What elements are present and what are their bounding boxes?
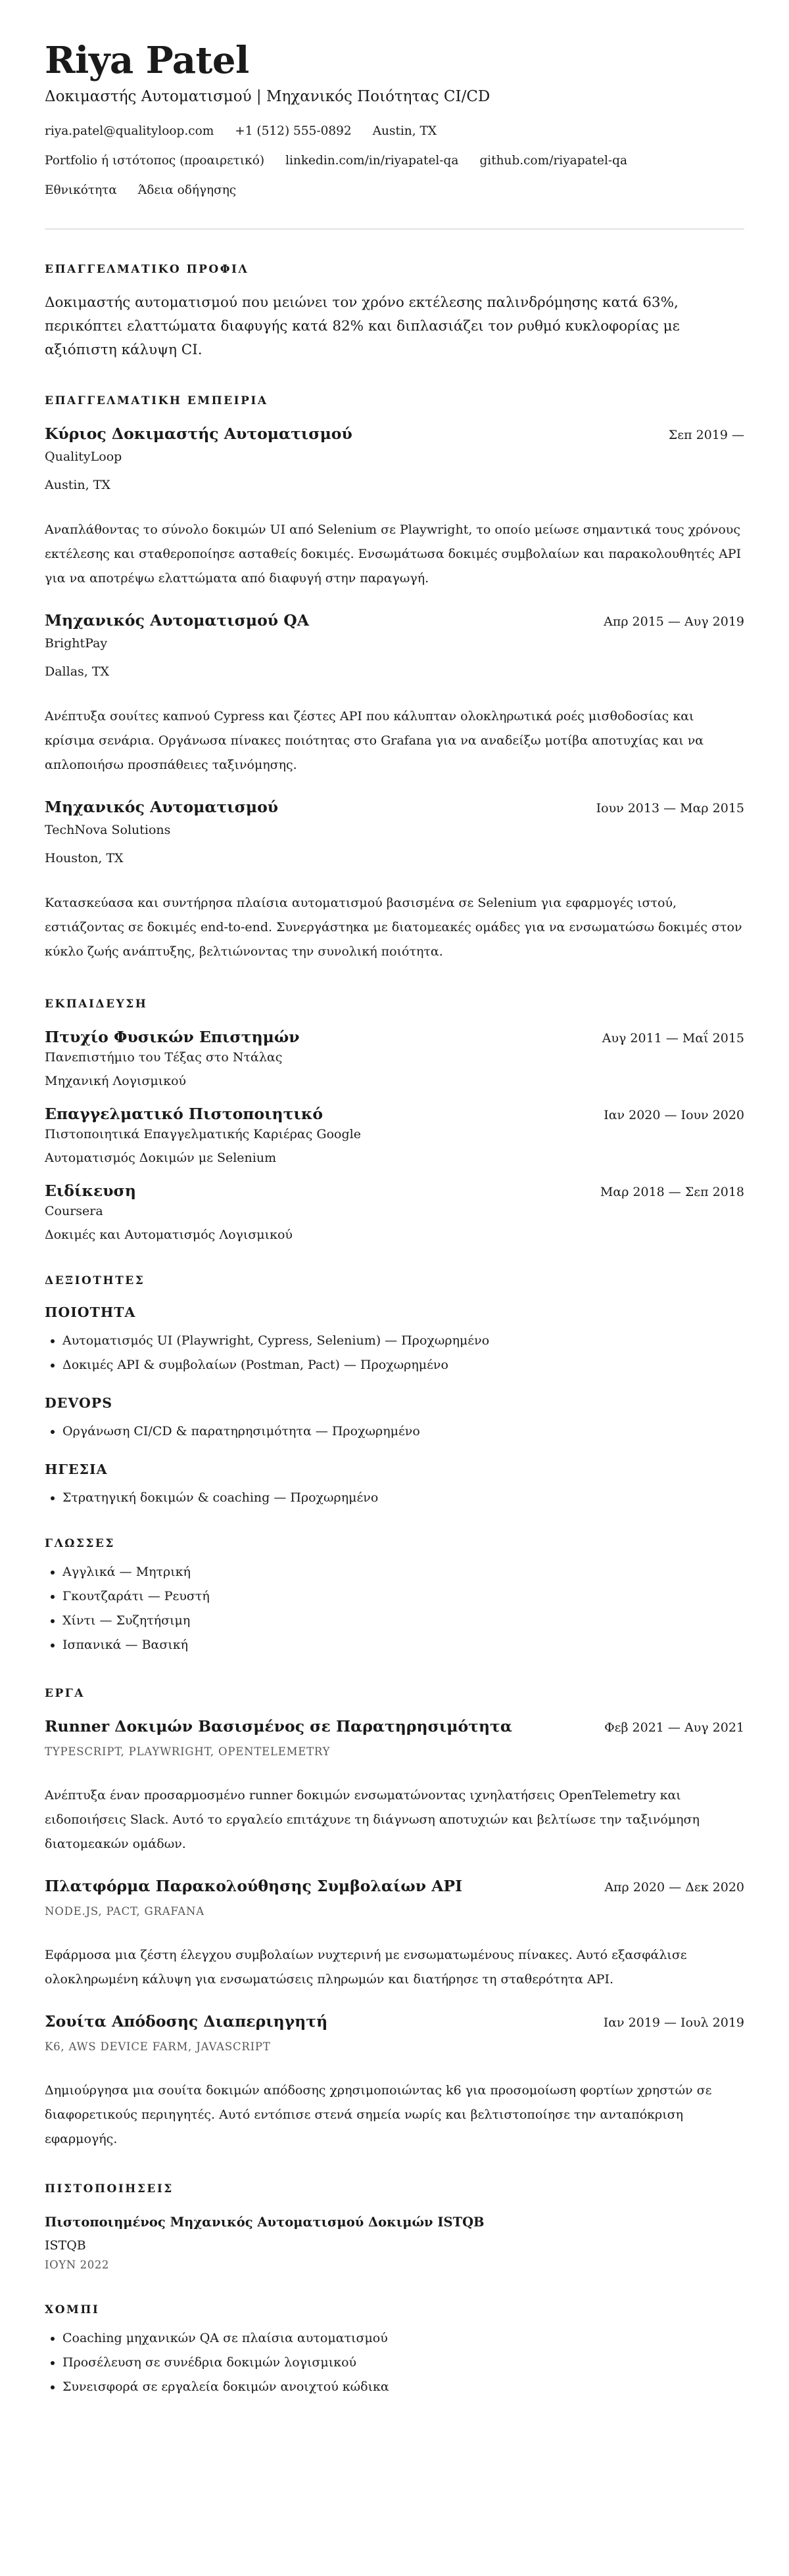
- degree-title: Πτυχίο Φυσικών Επιστημών: [45, 1028, 300, 1046]
- section-title: ΕΚΠΑΙΔΕΥΣΗ: [45, 998, 148, 1011]
- certification-date: ΙΟΥΝ 2022: [45, 2259, 110, 2271]
- job-description: Κατασκεύασα και συντήρησα πλαίσια αυτοματισμού βασισμένα σε Selenium για εφαρμογές ιστού, εστιάζοντας σε δοκιμές end-to-end. Συνεργάστηκα με διατομεακές ομάδες για να ενσωματώσω δοκιμές στον κύκλο ζωής ανάπτυξης, βελτιώνοντας την συνολική ποιότητα.: [45, 896, 742, 959]
- education-entry: [45, 1181, 744, 1243]
- language-item: • Ισπανικά — Βασική: [62, 1633, 744, 1657]
- education-section: [45, 997, 744, 1243]
- job-role: Μηχανικός Αυτοματισμού: [45, 798, 279, 816]
- linkedin-link[interactable]: linkedin.com/in/riyapatel-qa: [285, 154, 459, 168]
- language-list: [45, 1560, 744, 1657]
- job-entry: [45, 797, 744, 964]
- job-description: Ανέπτυξα σουίτες καπνού Cypress και ζέστες API που κάλυπταν ολοκληρωτικά ροές μισθοδοσίας και κρίσιμα σενάρια. Οργάνωσα πίνακες ποιότητας στο Grafana για να αναδείξω μοτίβα αποτυχίας και να απλοποιήσω προσπάθειες ταξινόμησης.: [45, 709, 704, 772]
- degree-title: Επαγγελματικό Πιστοποιητικό: [45, 1105, 323, 1123]
- job-description: Αναπλάθοντας το σύνολο δοκιμών UI από Selenium σε Playwright, το οποίο μείωσε σημαντικά τους χρόνους εκτέλεσης και σταθεροποίησε ασταθείς δοκιμές. Ενσωμάτωσα δοκιμές συμβολαίων και παρακολουθητές API για να αποτρέψω ελαττώματα από διαφυγή στην παραγωγή.: [45, 522, 742, 586]
- section-title: ΕΠΑΓΓΕΛΜΑΤΙΚΟ ΠΡΟΦΙΛ: [45, 263, 249, 276]
- section-title: ΕΠΑΓΓΕΛΜΑΤΙΚΗ ΕΜΠΕΙΡΙΑ: [45, 394, 268, 407]
- project-description: Ανέπτυξα έναν προσαρμοσμένο runner δοκιμών ενσωματώνοντας ιχνηλατήσεις OpenTelemetry και ειδοποιήσεις Slack. Αυτό το εργαλείο επιτάχυνε τη διάγνωση αποτυχιών και βελτίωσε την ταξινόμηση διατομεακών ομάδων.: [45, 1788, 700, 1851]
- job-dates: Ιουν 2013 — Μαρ 2015: [596, 801, 744, 816]
- project-dates: Απρ 2020 — Δεκ 2020: [604, 1880, 744, 1895]
- field-of-study: Δοκιμές και Αυτοματισμός Λογισμικού: [45, 1228, 293, 1242]
- job-role: Μηχανικός Αυτοματισμού QA: [45, 611, 309, 630]
- skill-item: • Αυτοματισμός UI (Playwright, Cypress, Selenium) — Προχωρημένο: [62, 1329, 744, 1353]
- job-location: Dallas, TX: [45, 664, 110, 679]
- project-entry: [45, 1876, 744, 1992]
- hobby-item: • Coaching μηχανικών QA σε πλαίσια αυτοματισμού: [62, 2326, 744, 2351]
- education-entry: [45, 1104, 744, 1166]
- skill-list: [45, 1419, 744, 1444]
- project-dates: Ιαν 2019 — Ιουλ 2019: [603, 2015, 744, 2030]
- phone-number: +1 (512) 555-0892: [235, 124, 352, 138]
- job-location: Houston, TX: [45, 851, 124, 865]
- section-title: ΕΡΓΑ: [45, 1687, 85, 1700]
- project-tech: K6, AWS DEVICE FARM, JAVASCRIPT: [45, 2040, 271, 2053]
- skill-group-title: DEVOPS: [45, 1395, 113, 1411]
- skill-group-title: ΠΟΙΟΤΗΤΑ: [45, 1304, 136, 1320]
- personal-info-row: [45, 183, 744, 198]
- portfolio-link[interactable]: Portfolio ή ιστότοπος (προαιρετικό): [45, 154, 265, 168]
- project-name: Runner Δοκιμών Βασισμένος σε Παρατηρησιμότητα: [45, 1717, 512, 1736]
- job-entry: [45, 610, 744, 777]
- degree-title: Ειδίκευση: [45, 1182, 136, 1200]
- field-of-study: Μηχανική Λογισμικού: [45, 1074, 187, 1088]
- project-entry: [45, 1716, 744, 1856]
- skill-list: [45, 1329, 744, 1377]
- skill-item: • Στρατηγική δοκιμών & coaching — Προχωρημένο: [62, 1486, 744, 1510]
- project-tech: NODE.JS, PACT, GRAFANA: [45, 1905, 204, 1918]
- project-dates: Φεβ 2021 — Αυγ 2021: [604, 1720, 744, 1735]
- skill-item: • Δοκιμές API & συμβολαίων (Postman, Pact) — Προχωρημένο: [62, 1353, 744, 1377]
- institution: Coursera: [45, 1204, 103, 1218]
- language-item: • Χίντι — Συζητήσιμη: [62, 1609, 744, 1633]
- job-dates: Απρ 2015 — Αυγ 2019: [604, 614, 744, 629]
- experience-section: [45, 394, 744, 964]
- institution: Πανεπιστήμιο του Τέξας στο Ντάλας: [45, 1050, 283, 1065]
- resume-header: [45, 37, 744, 198]
- projects-section: [45, 1686, 744, 2151]
- certification-name: Πιστοποιημένος Μηχανικός Αυτοματισμού Δοκιμών ISTQB: [45, 2215, 485, 2230]
- skills-section: [45, 1274, 744, 1510]
- project-name: Πλατφόρμα Παρακολούθησης Συμβολαίων API: [45, 1877, 463, 1895]
- candidate-name: Riya Patel: [45, 39, 249, 82]
- profile-section: [45, 262, 744, 362]
- skill-list: [45, 1486, 744, 1510]
- github-link[interactable]: github.com/riyapatel-qa: [479, 154, 627, 168]
- job-entry: [45, 424, 744, 591]
- skill-item: • Οργάνωση CI/CD & παρατηρησιμότητα — Προχωρημένο: [62, 1419, 744, 1444]
- job-location: Austin, TX: [45, 478, 110, 492]
- languages-section: [45, 1536, 744, 1657]
- section-title: ΠΙΣΤΟΠΟΙΗΣΕΙΣ: [45, 2182, 174, 2196]
- section-title: ΧΟΜΠΙ: [45, 2303, 100, 2316]
- language-item: • Γκουτζαράτι — Ρευστή: [62, 1584, 744, 1609]
- certification-issuer: ISTQB: [45, 2238, 86, 2253]
- location: Austin, TX: [372, 124, 437, 138]
- education-dates: Μαρ 2018 — Σεπ 2018: [600, 1185, 744, 1199]
- education-dates: Ιαν 2020 — Ιουν 2020: [604, 1108, 744, 1122]
- job-company: TechNova Solutions: [45, 823, 171, 837]
- email-link[interactable]: riya.patel@qualityloop.com: [45, 124, 214, 138]
- hobby-list: [45, 2326, 744, 2399]
- nationality: Εθνικότητα: [45, 183, 117, 197]
- language-item: • Αγγλικά — Μητρική: [62, 1560, 744, 1584]
- project-description: Δημιούργησα μια σουίτα δοκιμών απόδοσης χρησιμοποιώντας k6 για προσομοίωση φορτίων χρηστών σε διαφορετικούς περιηγητές. Αυτό εντόπισε στενά σημεία νωρίς και βελτιστοποίησε την ανταπόκριση εφαρμογής.: [45, 2083, 712, 2146]
- field-of-study: Αυτοματισμός Δοκιμών με Selenium: [45, 1151, 277, 1165]
- links-row: [45, 153, 744, 169]
- hobbies-section: [45, 2303, 744, 2399]
- project-entry: [45, 2012, 744, 2151]
- section-title: ΓΛΩΣΣΕΣ: [45, 1537, 115, 1550]
- job-dates: Σεπ 2019 —: [668, 428, 744, 442]
- education-entry: [45, 1027, 744, 1090]
- certifications-section: [45, 2182, 744, 2272]
- project-description: Εφάρμοσα μια ζέστη έλεγχου συμβολαίων νυχτερινή με ενσωματωμένους πίνακες. Αυτό εξασφάλισε ολοκληρωμένη κάλυψη για ενσωματώσεις πληρωμών και διατήρησε τη σταθερότητα API.: [45, 1948, 687, 1987]
- job-company: BrightPay: [45, 636, 108, 651]
- section-title: ΔΕΞΙΟΤΗΤΕΣ: [45, 1274, 145, 1287]
- project-name: Σουίτα Απόδοσης Διαπεριηγητή: [45, 2012, 328, 2031]
- job-company: QualityLoop: [45, 449, 122, 464]
- candidate-headline: Δοκιμαστής Αυτοματισμού | Μηχανικός Ποιότητας CI/CD: [45, 88, 490, 105]
- contact-row: [45, 124, 744, 139]
- hobby-item: • Συνεισφορά σε εργαλεία δοκιμών ανοιχτού κώδικα: [62, 2375, 744, 2399]
- institution: Πιστοποιητικά Επαγγελματικής Καριέρας Google: [45, 1127, 361, 1141]
- driving-license: Άδεια οδήγησης: [137, 183, 237, 197]
- job-role: Κύριος Δοκιμαστής Αυτοματισμού: [45, 425, 352, 443]
- project-tech: TYPESCRIPT, PLAYWRIGHT, OPENTELEMETRY: [45, 1745, 331, 1758]
- hobby-item: • Προσέλευση σε συνέδρια δοκιμών λογισμικού: [62, 2351, 744, 2375]
- education-dates: Αυγ 2011 — Μαΐ 2015: [602, 1031, 744, 1046]
- skill-group-title: ΗΓΕΣΙΑ: [45, 1461, 108, 1477]
- profile-summary: Δοκιμαστής αυτοματισμού που μειώνει τον χρόνο εκτέλεσης παλινδρόμησης κατά 63%, περικόπτει ελαττώματα διαφυγής κατά 82% και διπλασιάζει τον ρυθμό κυκλοφορίας με αξιόπιστη κάλυψη CI.: [45, 294, 680, 358]
